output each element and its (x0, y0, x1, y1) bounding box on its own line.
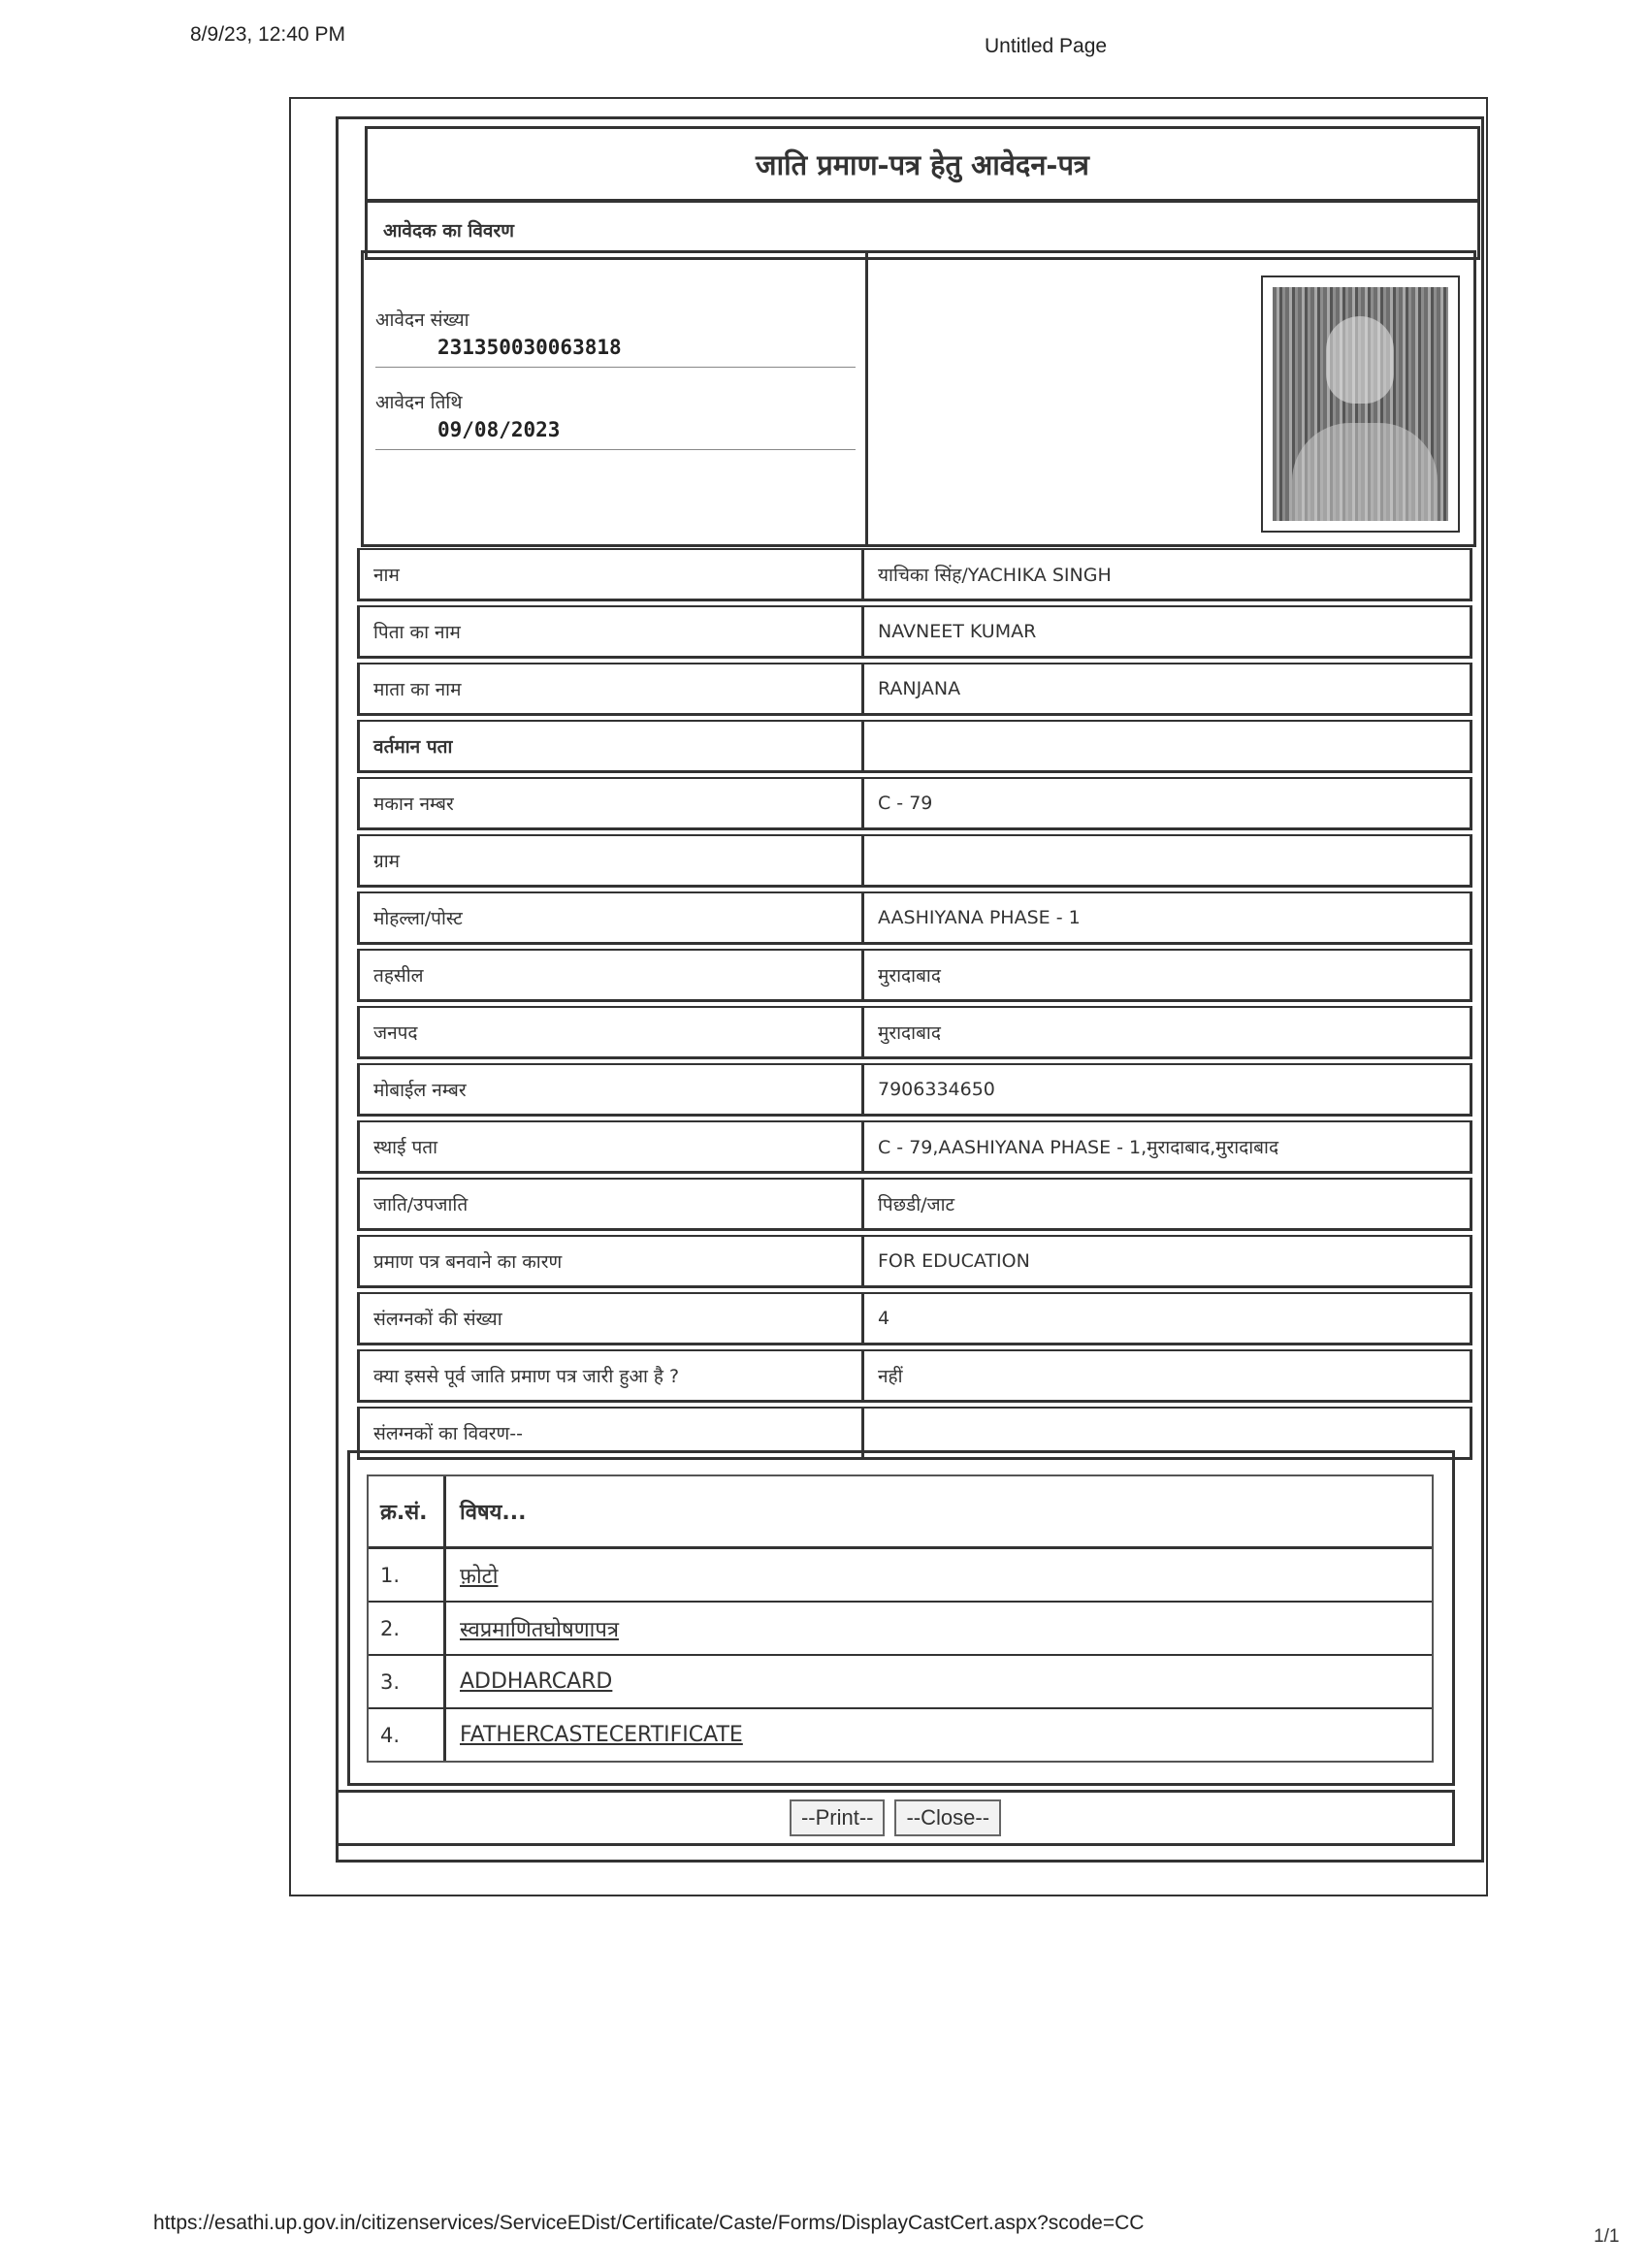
application-date-value: 09/08/2023 (437, 418, 561, 441)
detail-value: 4 (878, 1308, 890, 1329)
print-datetime: 8/9/23, 12:40 PM (190, 23, 345, 46)
detail-row-permanent-address (357, 1120, 1472, 1174)
detail-value: मुरादाबाद (878, 965, 941, 987)
detail-row-name (357, 548, 1472, 601)
application-date-field (375, 389, 856, 450)
detail-label: क्या इससे पूर्व जाति प्रमाण पत्र जारी हुआ है ? (360, 1351, 864, 1400)
application-number-label: आवेदन संख्या (375, 309, 469, 331)
detail-value: AASHIYANA PHASE - 1 (878, 907, 1081, 928)
detail-value: C - 79,AASHIYANA PHASE - 1,मुरादाबाद,मुरादाबाद (878, 1137, 1279, 1158)
close-button[interactable]: --Close-- (894, 1799, 1001, 1836)
detail-row-mobile (357, 1063, 1472, 1117)
detail-label: संलग्नकों का विवरण-- (360, 1409, 864, 1457)
detail-label: ग्राम (360, 836, 864, 885)
detail-value: NAVNEET KUMAR (878, 621, 1037, 642)
application-date-label: आवेदन तिथि (375, 392, 463, 413)
detail-value: मुरादाबाद (878, 1022, 941, 1044)
header-sno: क्र.सं. (380, 1501, 428, 1525)
detail-row-house-number (357, 777, 1472, 830)
attachment-sno: 4. (380, 1723, 401, 1747)
detail-value: 7906334650 (878, 1079, 995, 1100)
application-number-field (375, 307, 856, 368)
header-subject: विषय... (460, 1501, 527, 1525)
detail-label: पिता का नाम (360, 607, 864, 656)
attachments-header-row (369, 1476, 1432, 1549)
detail-row-tehsil (357, 949, 1472, 1002)
attachments-table (367, 1474, 1434, 1763)
detail-row-caste (357, 1178, 1472, 1231)
print-footer-url: https://esathi.up.gov.in/citizenservices/ServiceEDist/Certificate/Caste/Forms/DisplayCastCert.aspx?scode=CC (153, 2212, 1145, 2234)
detail-label: माता का नाम (360, 664, 864, 713)
detail-label: वर्तमान पता (360, 722, 864, 770)
section-label: आवेदक का विवरण (383, 220, 514, 242)
detail-label: मोहल्ला/पोस्ट (360, 893, 864, 942)
form-title: जाति प्रमाण-पत्र हेतु आवेदन-पत्र (756, 147, 1089, 181)
print-page-title: Untitled Page (985, 35, 1108, 57)
detail-label: तहसील (360, 951, 864, 999)
detail-row-locality-post (357, 891, 1472, 945)
applicant-photo (1273, 287, 1448, 521)
attachment-link-aadhar-card[interactable]: ADDHARCARD (460, 1669, 613, 1694)
application-info-left (364, 253, 868, 544)
detail-row-previous-certificate (357, 1349, 1472, 1403)
print-button[interactable]: --Print-- (790, 1799, 886, 1836)
detail-label: मकान नम्बर (360, 779, 864, 827)
detail-label: नाम (360, 550, 864, 599)
attachment-link-self-declaration[interactable]: स्वप्रमाणितघोषणापत्र (460, 1617, 619, 1642)
detail-value (864, 836, 1470, 885)
detail-label: जनपद (360, 1008, 864, 1056)
photo-face (1326, 316, 1394, 404)
attachment-sno: 3. (380, 1669, 401, 1694)
detail-value: नहीं (878, 1366, 903, 1387)
attachment-link-photo[interactable]: फ़ोटो (460, 1564, 499, 1589)
detail-row-current-address (357, 720, 1472, 773)
applicant-photo-frame (1261, 275, 1460, 533)
attachment-sno: 2. (380, 1616, 401, 1640)
detail-value: याचिका सिंह/YACHIKA SINGH (878, 565, 1112, 586)
detail-row-village (357, 834, 1472, 888)
detail-label: जाति/उपजाति (360, 1180, 864, 1228)
form-title-row (365, 126, 1480, 202)
photo-body (1292, 423, 1438, 521)
detail-value (864, 722, 1470, 770)
detail-value: पिछडी/जाट (878, 1194, 955, 1215)
attachment-link-father-caste-certificate[interactable]: FATHERCASTECERTIFICATE (460, 1723, 743, 1747)
detail-label: मोबाईल नम्बर (360, 1065, 864, 1114)
detail-row-attachment-count (357, 1292, 1472, 1345)
attachment-row (369, 1603, 1432, 1656)
attachment-row (369, 1549, 1432, 1603)
detail-value: FOR EDUCATION (878, 1250, 1030, 1272)
application-info-block (361, 250, 1476, 547)
detail-label: स्थाई पता (360, 1122, 864, 1171)
attachment-row (369, 1656, 1432, 1709)
print-page-count: 1/1 (1594, 2226, 1620, 2247)
attachment-sno: 1. (380, 1563, 401, 1587)
detail-row-reason (357, 1235, 1472, 1288)
detail-value: C - 79 (878, 793, 933, 814)
detail-value: RANJANA (878, 678, 961, 699)
application-number-value: 231350030063818 (437, 336, 622, 359)
detail-row-father-name (357, 605, 1472, 659)
attachment-row (369, 1709, 1432, 1761)
detail-row-district (357, 1006, 1472, 1059)
applicant-details-table (357, 544, 1472, 1460)
detail-label: संलग्नकों की संख्या (360, 1294, 864, 1343)
action-button-bar (336, 1790, 1455, 1846)
detail-row-mother-name (357, 663, 1472, 716)
detail-label: प्रमाण पत्र बनवाने का कारण (360, 1237, 864, 1285)
